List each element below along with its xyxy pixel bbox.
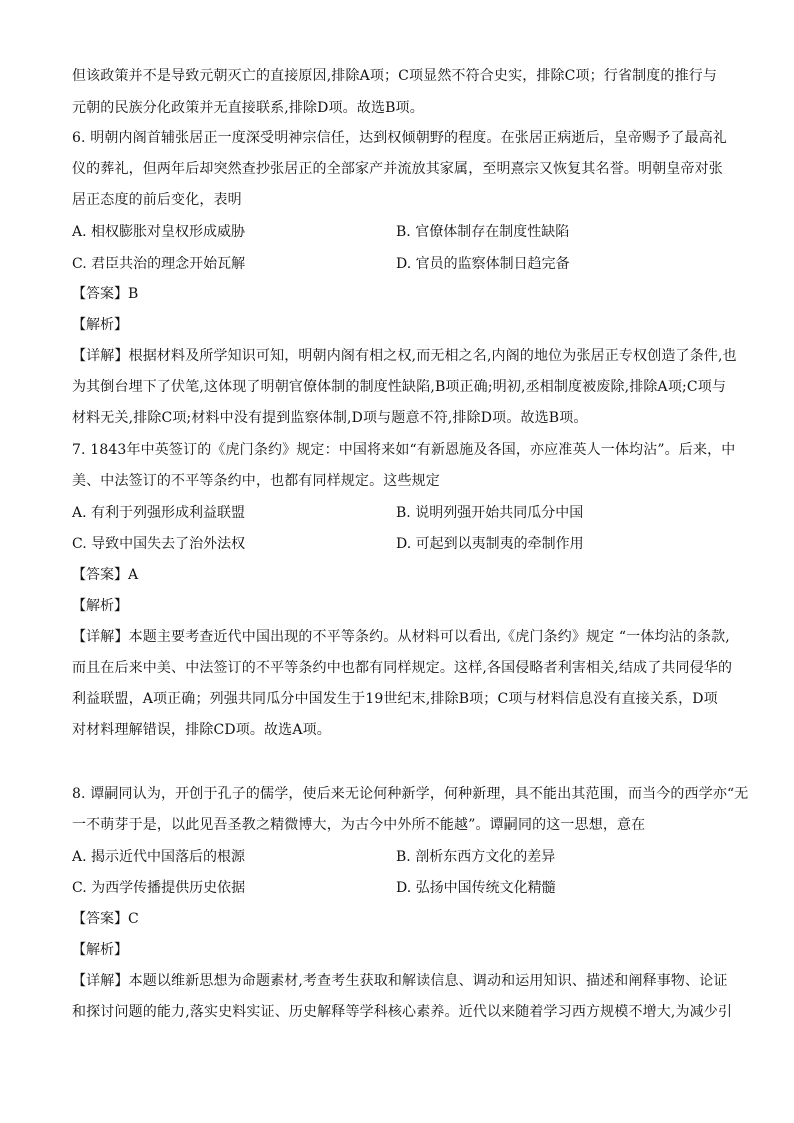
q7-detail-line: 利益联盟，A项正确；列强共同瓜分中国发生于19世纪末,排除B项；C项与材料信息没有直接关系，D项	[72, 691, 718, 707]
q7-detail-line: 对材料理解错误，排除CD项。故选A项。	[72, 722, 331, 738]
q8-stem-line: 一不萌芽于是，以此见吾圣教之精微博大，为古今中外所不能越”。谭嗣同的这一思想，意在	[72, 817, 646, 833]
q6-analysis-heading: 【解析】	[72, 317, 128, 333]
q6-option-d: D. 官员的监察体制日趋完备	[396, 256, 570, 272]
q6-answer: 【答案】B	[72, 286, 139, 302]
q7-option-b: B. 说明列强开始共同瓜分中国	[396, 505, 584, 521]
q6-stem-line: 6. 明朝内阁首辅张居正一度深受明神宗信任，达到权倾朝野的程度。在张居正病逝后，皇帝赐予了最高礼	[72, 130, 728, 146]
q6-stem-line: 仪的葬礼，但两年后却突然查抄张居正的全部家产并流放其家属，至明熹宗又恢复其名誉。明朝皇帝对张	[72, 161, 723, 177]
q6-option-b: B. 官僚体制存在制度性缺陷	[396, 224, 570, 240]
q8-detail-line: 和探讨问题的能力,落实史料实证、历史解释等学科核心素养。近代以来随着学习西方规模不增大,为减少引	[72, 1004, 733, 1020]
q8-detail-line: 【详解】本题以维新思想为命题素材,考查考生获取和解读信息、调动和运用知识、描述和阐释事物、论证	[72, 973, 728, 989]
q7-stem-line: 美、中法签订的不平等条约中，也都有同样规定。这些规定	[72, 473, 440, 489]
q6-stem-line: 居正态度的前后变化，表明	[72, 192, 242, 208]
q8-answer: 【答案】C	[72, 911, 139, 927]
q7-detail-line: 【详解】本题主要考查近代中国出现的不平等条约。从材料可以看出,《虎门条约》规定 “一体均沾的条款,	[72, 629, 730, 645]
q7-analysis-heading: 【解析】	[72, 598, 128, 614]
q8-option-c: C. 为西学传播提供历史依据	[72, 880, 246, 896]
q8-option-b: B. 剖析东西方文化的差异	[396, 849, 556, 865]
q7-answer: 【答案】A	[72, 567, 139, 583]
q8-stem-line: 8. 谭嗣同认为，开创于孔子的儒学，使后来无论何种新学，何种新理，具不能出其范围，而当今的西学亦“无	[72, 786, 749, 802]
q8-option-d: D. 弘扬中国传统文化精髓	[396, 880, 556, 896]
q6-option-c: C. 君臣共治的理念开始瓦解	[72, 256, 246, 272]
paragraph-line: 但该政策并不是导致元朝灭亡的直接原因,排除A项；C项显然不符合史实，排除C项；行省制度的推行与	[72, 68, 718, 84]
q8-option-a: A. 揭示近代中国落后的根源	[72, 849, 246, 865]
q6-option-a: A. 相权膨胀对皇权形成威胁	[72, 224, 246, 240]
q7-detail-line: 而且在后来中美、中法签订的不平等条约中也都有同样规定。这样,各国侵略者利害相关,结成了共同侵华的	[72, 660, 733, 676]
q6-detail-line: 为其倒台埋下了伏笔,这体现了明朝官僚体制的制度性缺陷,B项正确;明初,丞相制度被废除,排除A项;C项与	[72, 379, 726, 395]
paragraph-line: 元朝的民族分化政策并无直接联系,排除D项。故选B项。	[72, 100, 424, 116]
q7-option-c: C. 导致中国失去了治外法权	[72, 536, 246, 552]
q7-stem-line: 7. 1843年中英签订的《虎门条约》规定：中国将来如“有新恩施及各国，亦应准英人一体均沾”。后来，中	[72, 442, 736, 458]
q6-detail-line: 材料无关,排除C项;材料中没有提到监察体制,D项与题意不符,排除D项。故选B项。	[72, 410, 588, 426]
q6-detail-line: 【详解】根据材料及所学知识可知，明朝内阁有相之权,而无相之名,内阁的地位为张居正专权创造了条件,也	[72, 348, 737, 364]
q7-option-d: D. 可起到以夷制夷的牵制作用	[396, 536, 584, 552]
q8-analysis-heading: 【解析】	[72, 942, 128, 958]
q7-option-a: A. 有利于列强形成利益联盟	[72, 505, 246, 521]
